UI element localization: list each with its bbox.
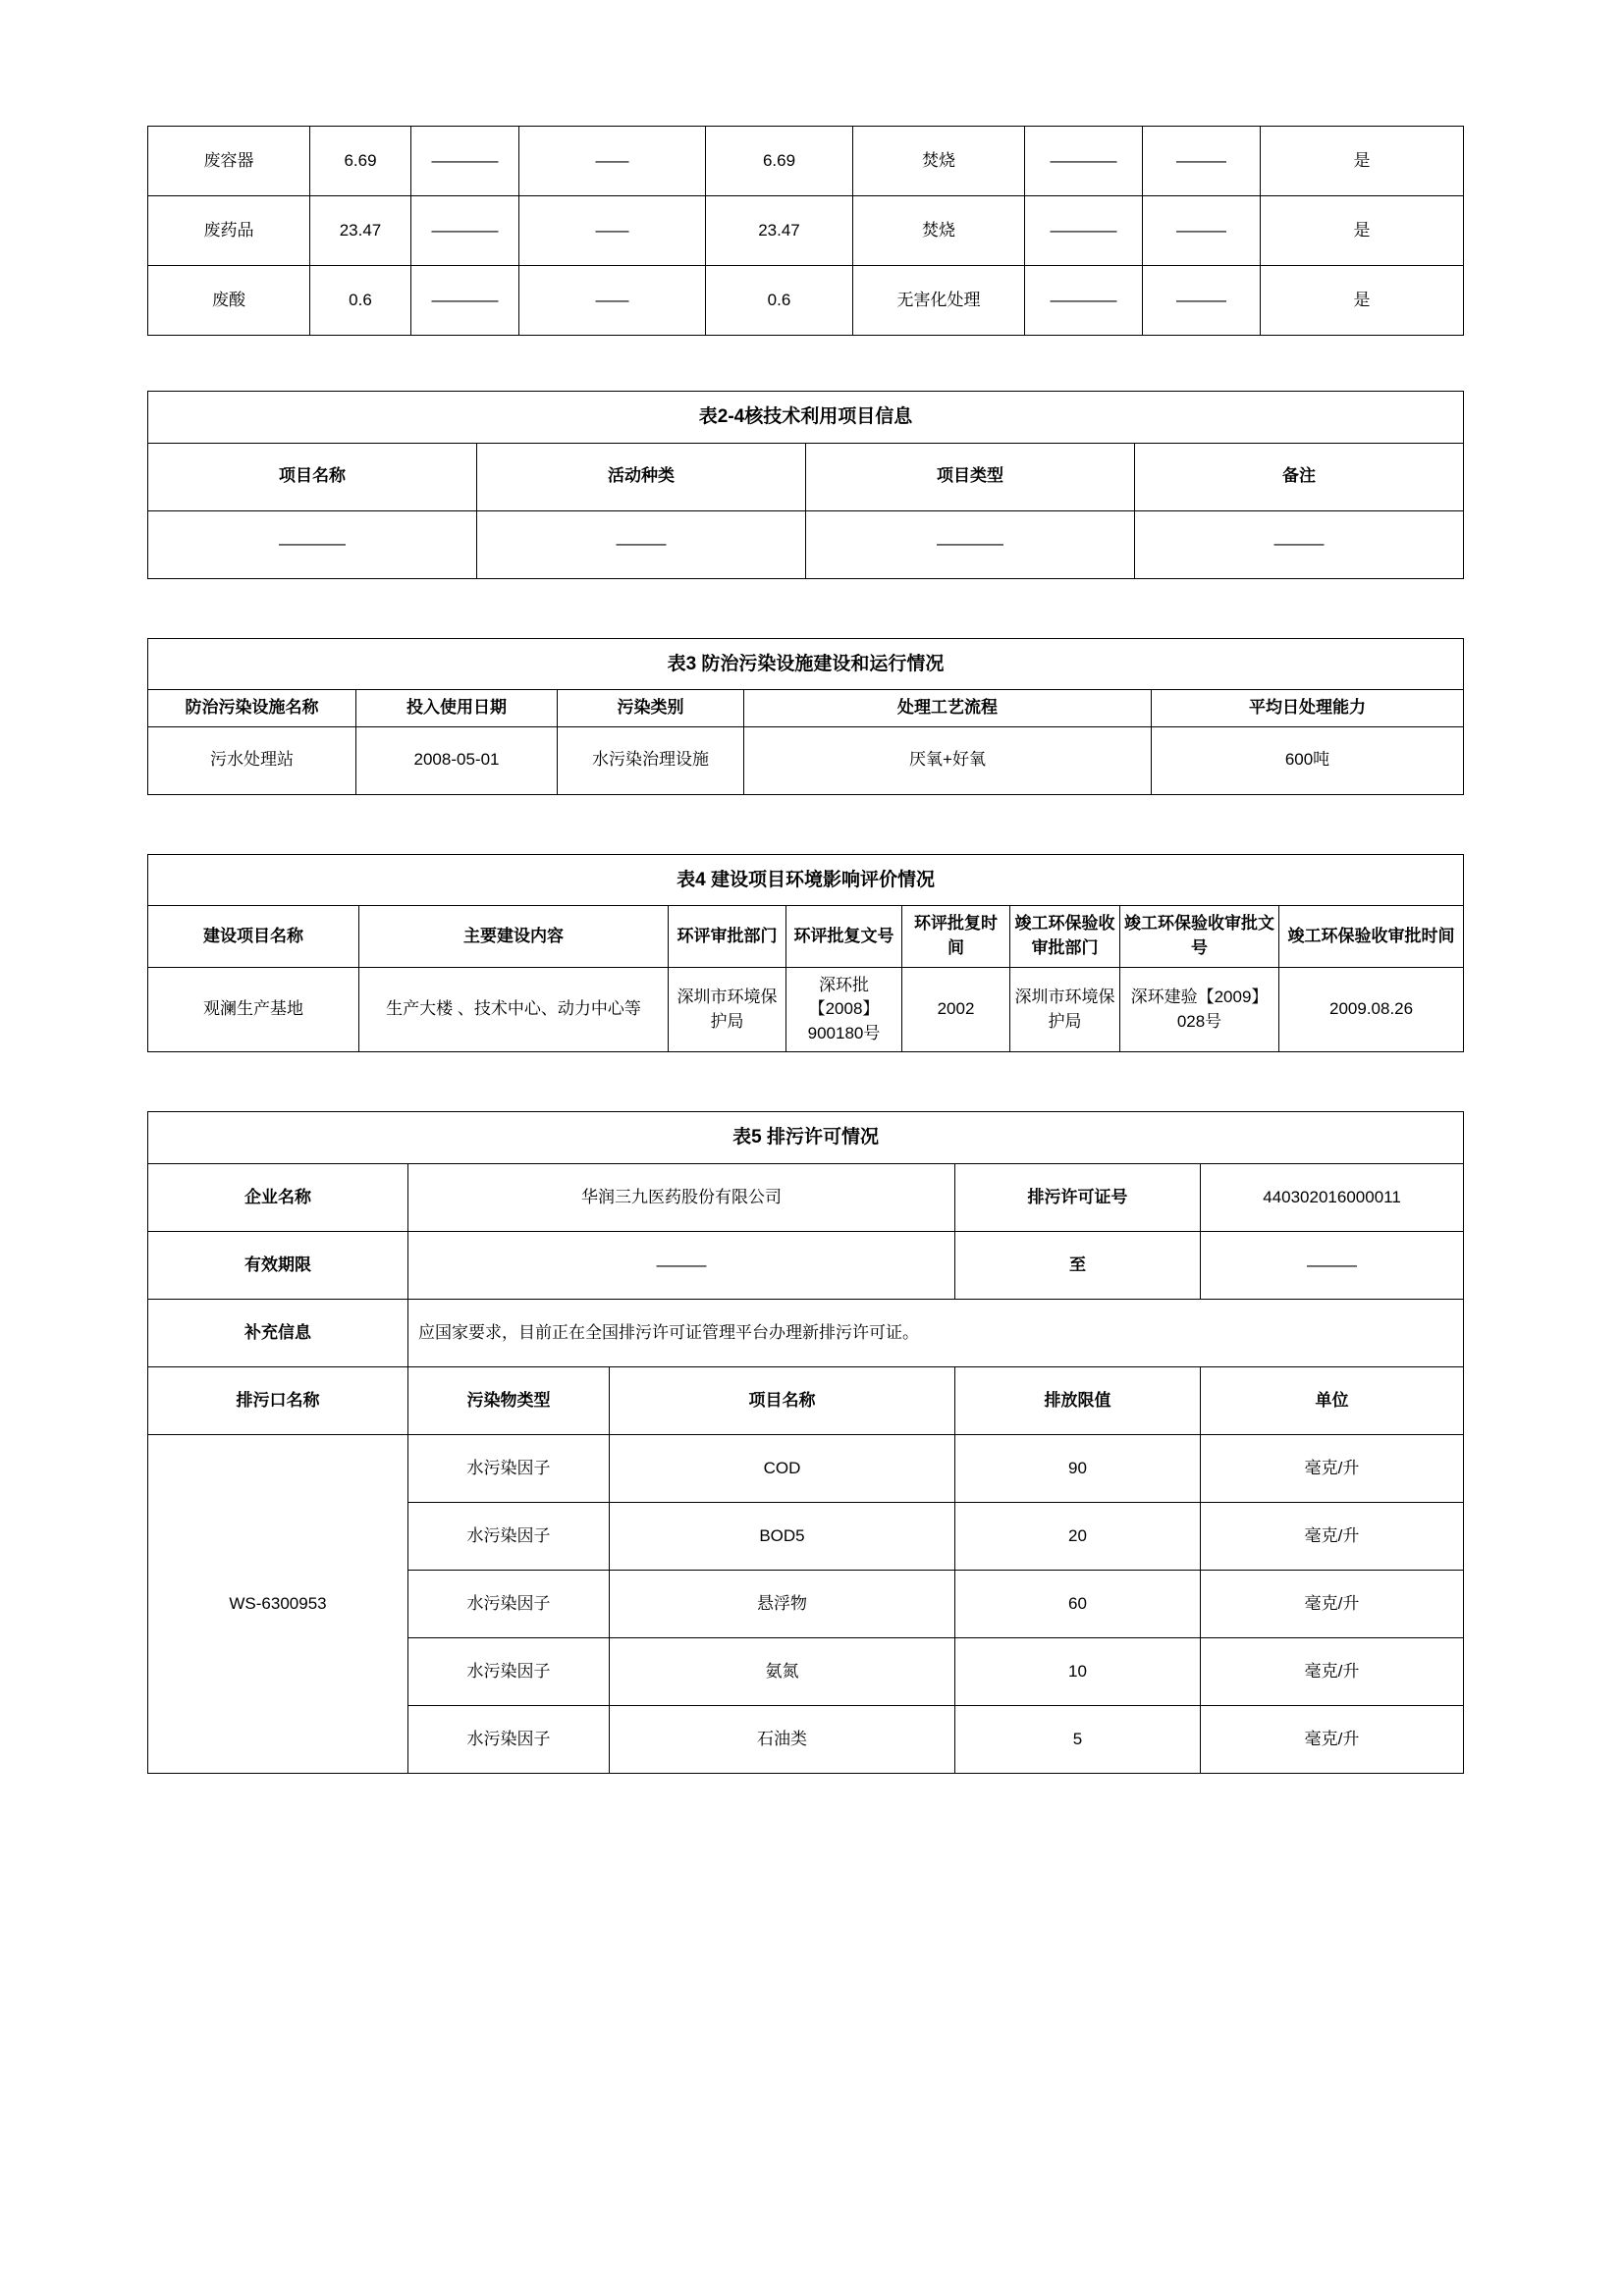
cell-unit: 毫克/升 (1201, 1638, 1464, 1706)
column-header: 项目名称 (610, 1367, 955, 1435)
label-validity: 有效期限 (148, 1232, 408, 1300)
waste-name: 废容器 (148, 127, 310, 196)
waste-total: 6.69 (706, 127, 853, 196)
column-header: 环评审批部门 (669, 906, 786, 967)
waste-method: 焚烧 (853, 196, 1025, 266)
cell-item-name: 悬浮物 (610, 1571, 955, 1638)
table-row (148, 726, 1464, 794)
label-validity-to: 至 (955, 1232, 1201, 1300)
cell-acceptance-authority: 深圳市环境保护局 (1010, 967, 1120, 1052)
cell-limit-value: 5 (955, 1706, 1201, 1774)
waste-col8: ——— (1143, 127, 1261, 196)
spacer (147, 579, 1477, 638)
waste-amount: 23.47 (310, 196, 411, 266)
waste-col3: ———— (411, 196, 519, 266)
column-header: 竣工环保验收审批时间 (1279, 906, 1464, 967)
waste-col8: ——— (1143, 266, 1261, 336)
table-title: 表4 建设项目环境影响评价情况 (148, 854, 1464, 906)
label-permit-number: 排污许可证号 (955, 1164, 1201, 1232)
waste-col3: ———— (411, 266, 519, 336)
table-title-row (148, 392, 1464, 444)
column-header: 排污口名称 (148, 1367, 408, 1435)
cell-acceptance-doc-number: 深环建验【2009】028号 (1120, 967, 1279, 1052)
waste-col3: ———— (411, 127, 519, 196)
cell-pollution-category: 水污染治理设施 (558, 726, 744, 794)
waste-method: 焚烧 (853, 127, 1025, 196)
table-row (148, 967, 1464, 1052)
cell-acceptance-time: 2009.08.26 (1279, 967, 1464, 1052)
table-row (148, 127, 1464, 196)
cell-pollutant-type: 水污染因子 (408, 1706, 610, 1774)
table-header-row (148, 690, 1464, 727)
cell-item-name: BOD5 (610, 1503, 955, 1571)
cell-limit-value: 20 (955, 1503, 1201, 1571)
waste-col7: ———— (1025, 266, 1143, 336)
value-extra-info: 应国家要求，目前正在全国排污许可证管理平台办理新排污许可证。 (408, 1300, 1464, 1367)
cell-process-flow: 厌氧+好氧 (744, 726, 1152, 794)
cell-daily-capacity: 600吨 (1152, 726, 1464, 794)
cell-unit: 毫克/升 (1201, 1503, 1464, 1571)
column-header: 防治污染设施名称 (148, 690, 356, 727)
cell-item-name: COD (610, 1435, 955, 1503)
table-row (148, 1300, 1464, 1367)
cell-limit-value: 90 (955, 1435, 1201, 1503)
table-header-row (148, 443, 1464, 510)
column-header: 活动种类 (477, 443, 806, 510)
waste-name: 废酸 (148, 266, 310, 336)
table-2-4-nuclear-projects (147, 391, 1464, 579)
waste-amount: 0.6 (310, 266, 411, 336)
hazardous-waste-table (147, 126, 1464, 336)
table-row (148, 1232, 1464, 1300)
waste-total: 23.47 (706, 196, 853, 266)
waste-compliant: 是 (1261, 127, 1464, 196)
table-row (148, 1435, 1464, 1503)
cell-item-name: 石油类 (610, 1706, 955, 1774)
cell-pollutant-type: 水污染因子 (408, 1435, 610, 1503)
waste-total: 0.6 (706, 266, 853, 336)
spacer (147, 1052, 1477, 1111)
waste-compliant: 是 (1261, 266, 1464, 336)
column-header: 备注 (1135, 443, 1464, 510)
label-company-name: 企业名称 (148, 1164, 408, 1232)
waste-col4: —— (519, 127, 706, 196)
cell-pollutant-type: 水污染因子 (408, 1503, 610, 1571)
spacer (147, 795, 1477, 854)
cell-eia-reply-time: 2002 (902, 967, 1010, 1052)
cell-unit: 毫克/升 (1201, 1435, 1464, 1503)
column-header: 排放限值 (955, 1367, 1201, 1435)
value-validity-to: ——— (1201, 1232, 1464, 1300)
cell-limit-value: 10 (955, 1638, 1201, 1706)
table-5-discharge-permit (147, 1111, 1464, 1774)
value-company-name: 华润三九医药股份有限公司 (408, 1164, 955, 1232)
waste-name: 废药品 (148, 196, 310, 266)
cell-activity-type: ——— (477, 510, 806, 578)
waste-col7: ———— (1025, 196, 1143, 266)
column-header: 平均日处理能力 (1152, 690, 1464, 727)
table-title: 表5 排污许可情况 (148, 1112, 1464, 1164)
waste-compliant: 是 (1261, 196, 1464, 266)
cell-eia-doc-number: 深环批【2008】900180号 (786, 967, 902, 1052)
cell-limit-value: 60 (955, 1571, 1201, 1638)
cell-pollutant-type: 水污染因子 (408, 1638, 610, 1706)
column-header: 竣工环保验收审批部门 (1010, 906, 1120, 967)
column-header: 主要建设内容 (359, 906, 669, 967)
waste-method: 无害化处理 (853, 266, 1025, 336)
table-title: 表2-4核技术利用项目信息 (148, 392, 1464, 444)
waste-col7: ———— (1025, 127, 1143, 196)
table-title-row (148, 1112, 1464, 1164)
table-row (148, 510, 1464, 578)
waste-col4: —— (519, 196, 706, 266)
table-title-row (148, 638, 1464, 690)
waste-col4: —— (519, 266, 706, 336)
table-row (148, 1164, 1464, 1232)
cell-main-content: 生产大楼 、技术中心、动力中心等 (359, 967, 669, 1052)
column-header: 污染类别 (558, 690, 744, 727)
table-4-eia-status (147, 854, 1464, 1053)
table-3-pollution-facilities (147, 638, 1464, 795)
table-title-row (148, 854, 1464, 906)
table-row (148, 196, 1464, 266)
cell-start-date: 2008-05-01 (356, 726, 558, 794)
cell-outlet-name: WS-6300953 (148, 1435, 408, 1774)
label-extra-info: 补充信息 (148, 1300, 408, 1367)
cell-unit: 毫克/升 (1201, 1706, 1464, 1774)
column-header: 环评批复文号 (786, 906, 902, 967)
value-permit-number: 440302016000011 (1201, 1164, 1464, 1232)
column-header: 环评批复时间 (902, 906, 1010, 967)
column-header: 建设项目名称 (148, 906, 359, 967)
cell-project-name: 观澜生产基地 (148, 967, 359, 1052)
column-header: 项目类型 (806, 443, 1135, 510)
cell-unit: 毫克/升 (1201, 1571, 1464, 1638)
column-header: 投入使用日期 (356, 690, 558, 727)
value-validity-from: ——— (408, 1232, 955, 1300)
table-title: 表3 防治污染设施建设和运行情况 (148, 638, 1464, 690)
table-header-row (148, 906, 1464, 967)
cell-remark: ——— (1135, 510, 1464, 578)
cell-eia-authority: 深圳市环境保护局 (669, 967, 786, 1052)
column-header: 竣工环保验收审批文号 (1120, 906, 1279, 967)
column-header: 项目名称 (148, 443, 477, 510)
column-header: 处理工艺流程 (744, 690, 1152, 727)
cell-facility-name: 污水处理站 (148, 726, 356, 794)
cell-item-name: 氨氮 (610, 1638, 955, 1706)
waste-col8: ——— (1143, 196, 1261, 266)
cell-project-type: ———— (806, 510, 1135, 578)
table-row (148, 266, 1464, 336)
cell-pollutant-type: 水污染因子 (408, 1571, 610, 1638)
column-header: 污染物类型 (408, 1367, 610, 1435)
spacer (147, 336, 1477, 391)
column-header: 单位 (1201, 1367, 1464, 1435)
cell-project-name: ———— (148, 510, 477, 578)
waste-amount: 6.69 (310, 127, 411, 196)
table-header-row (148, 1367, 1464, 1435)
